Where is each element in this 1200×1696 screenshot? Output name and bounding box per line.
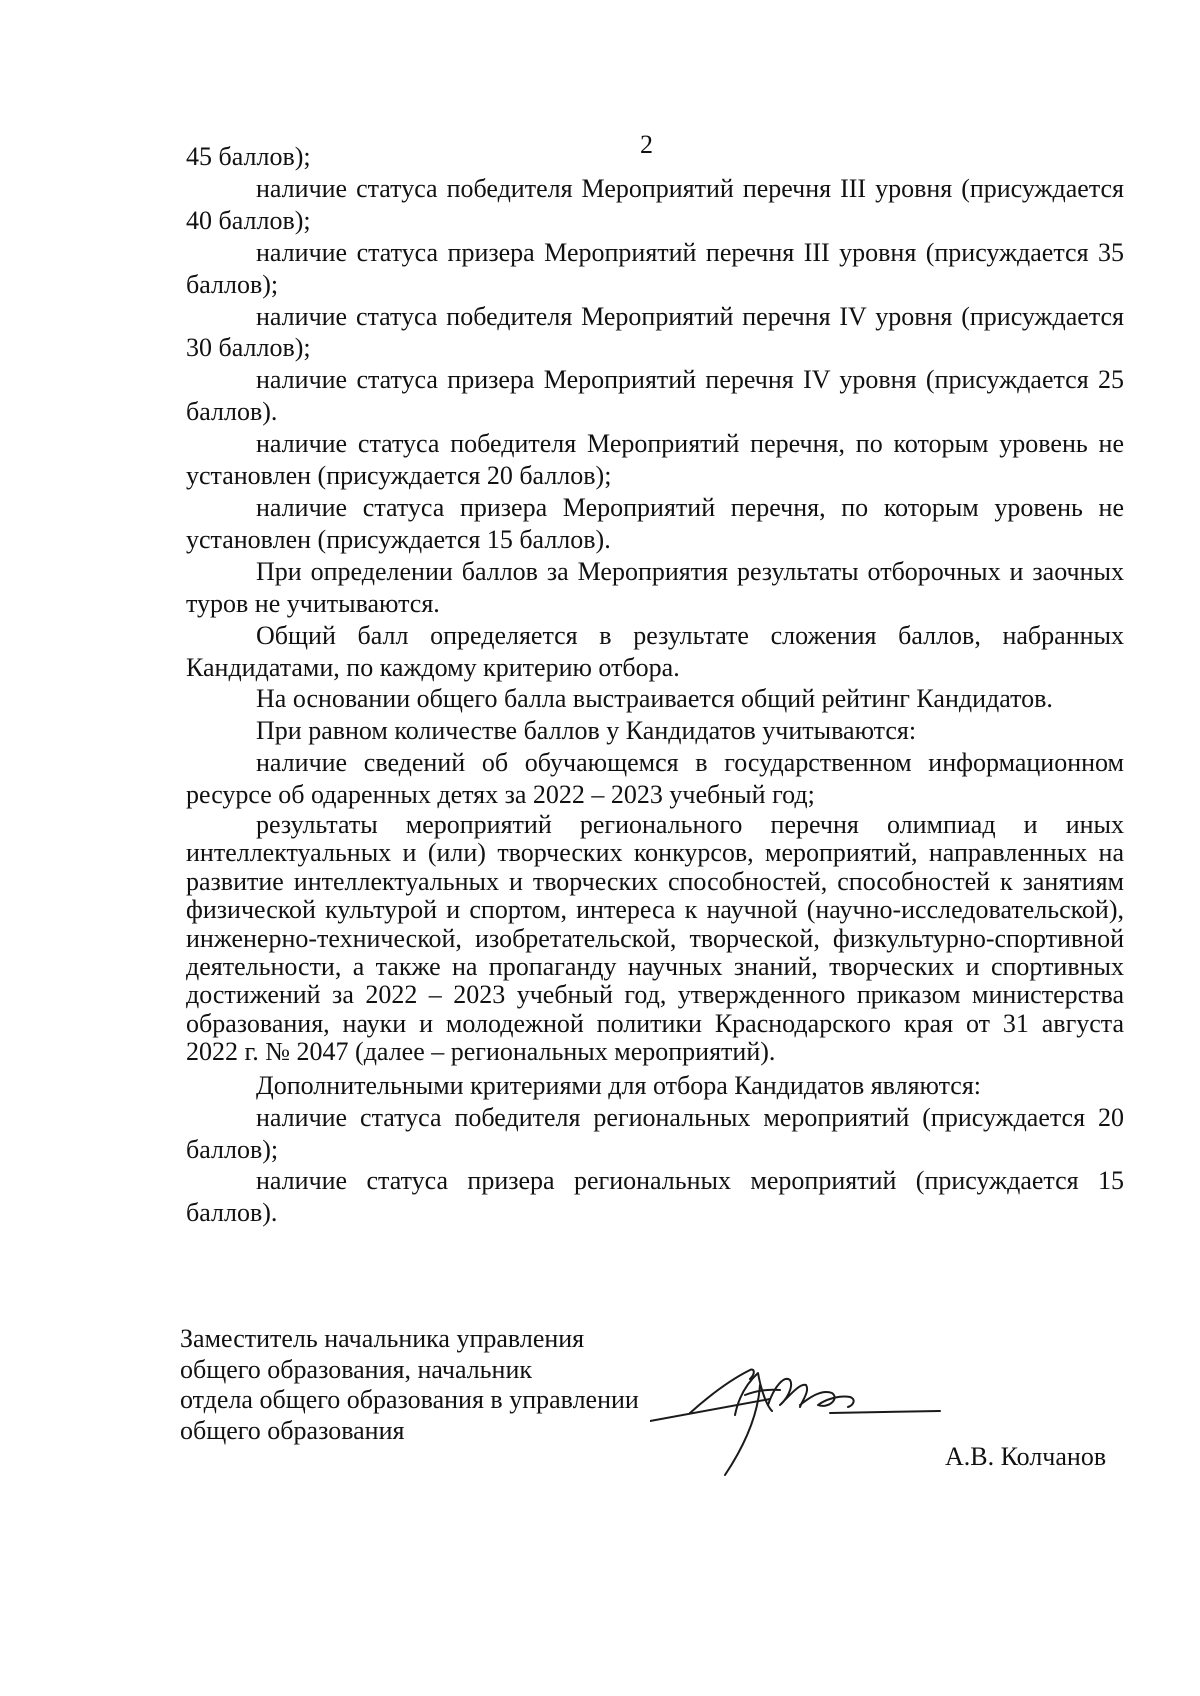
page-number: 2: [640, 130, 653, 159]
paragraph-prize-level-4: наличие статуса призера Мероприятий перечня IV уровня (присуждается 25 баллов).: [186, 365, 1124, 427]
paragraph-regional-events: результаты мероприятий регионального перечня олимпиад и иных интеллектуальных и (или) творческих конкурсов, мероприятий, направленных на развитие интеллектуальных и творческих способностей, способностей к занятиям физической культурой и спортом, интереса к научной (научно-исследовательской), инженерно-технической, изобретательской, творческой, физкультурно-спортивной деятельности, а также на пропаганду научных знаний, творческих и спортивных достижений за 2022 – 2023 учебный год, утвержденного приказом министерства образования, науки и молодежной политики Краснодарского края от 31 августа 2022 г. № 2047 (далее – региональных мероприятий).: [186, 810, 1124, 1067]
paragraph-rating: На основании общего балла выстраивается общий рейтинг Кандидатов.: [256, 684, 1053, 714]
paragraph-prize-no-level: наличие статуса призера Мероприятий перечня, по которым уровень не установлен (присуждается 15 баллов).: [186, 492, 1124, 554]
signatory-position-line: общего образования: [180, 1415, 405, 1445]
paragraph-winner-level-3: наличие статуса победителя Мероприятий перечня III уровня (присуждается 40 баллов);: [186, 173, 1124, 235]
signatory-position-line: Заместитель начальника управления: [180, 1324, 585, 1353]
paragraph-continuation: 45 баллов);: [186, 142, 311, 171]
paragraph-gifted-registry: наличие сведений об обучающемся в государственном информационном ресурсе об одаренных детях за 2022 – 2023 учебный год;: [186, 748, 1124, 810]
document-body: [186, 141, 1124, 1229]
paragraph-regional-prize: наличие статуса призера региональных мероприятий (присуждается 15 баллов).: [186, 1166, 1124, 1228]
signatory-position-line: отдела общего образования в управлении: [180, 1385, 639, 1414]
paragraph-winner-level-4: наличие статуса победителя Мероприятий перечня IV уровня (присуждается 30 баллов);: [186, 301, 1124, 363]
signatory-position-line: общего образования, начальник: [180, 1354, 533, 1384]
paragraph-equal-score: При равном количестве баллов у Кандидатов учитываются:: [256, 716, 917, 746]
paragraph-regional-winner: наличие статуса победителя региональных мероприятий (присуждается 20 баллов);: [186, 1102, 1124, 1164]
signatory-position: [180, 1324, 639, 1446]
paragraph-winner-no-level: наличие статуса победителя Мероприятий перечня, по которым уровень не установлен (присуждается 20 баллов);: [186, 429, 1124, 491]
paragraph-additional-criteria: Дополнительными критериями для отбора Кандидатов являются:: [256, 1070, 982, 1100]
paragraph-qualifying-rounds: При определении баллов за Мероприятия результаты отборочных и заочных туров не учитываются.: [186, 556, 1124, 618]
handwritten-signature: [650, 1355, 950, 1485]
paragraph-prize-level-3: наличие статуса призера Мероприятий перечня III уровня (присуждается 35 баллов);: [186, 237, 1124, 299]
paragraph-total-score: Общий балл определяется в результате сложения баллов, набранных Кандидатами, по каждому критерию отбора.: [186, 620, 1124, 682]
signatory-name: А.В. Колчанов: [945, 1442, 1107, 1471]
